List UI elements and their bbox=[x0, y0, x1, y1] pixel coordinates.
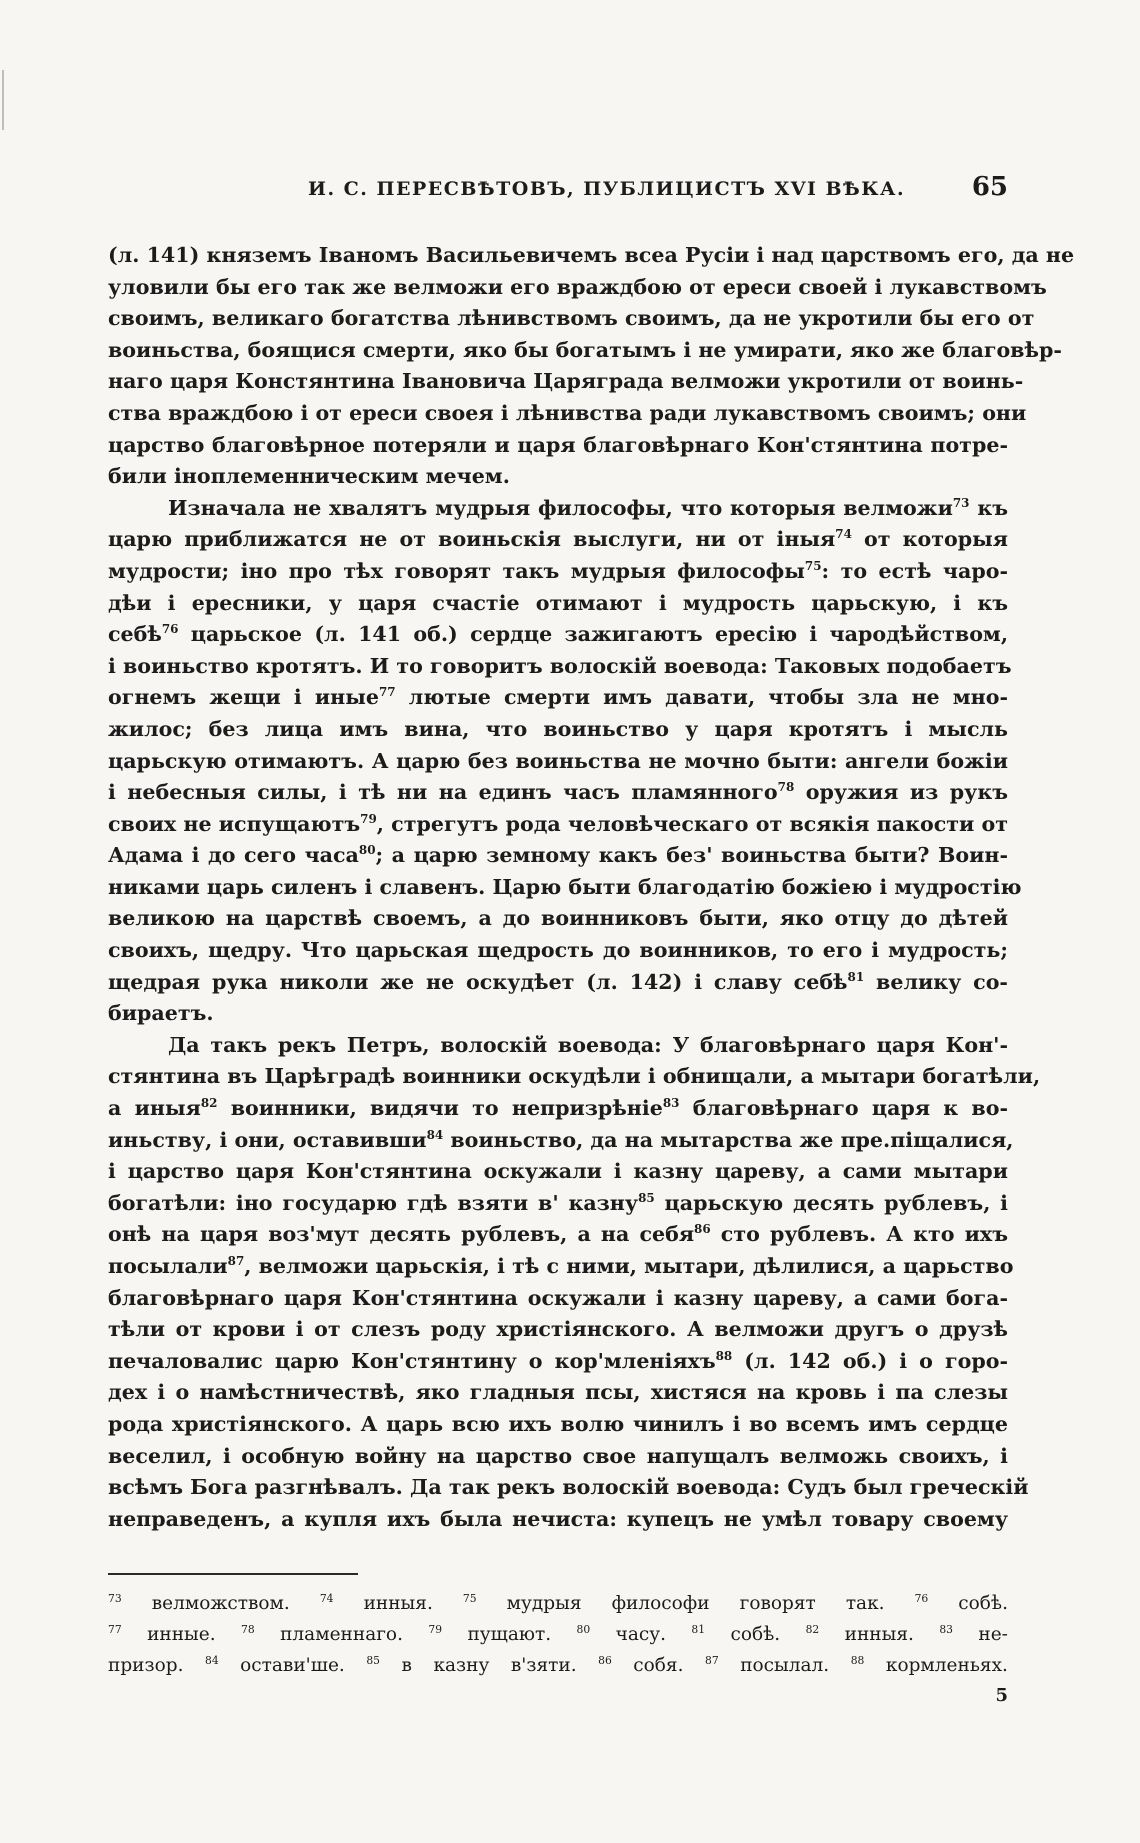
footnote-number: 81 bbox=[691, 1622, 706, 1636]
footnote-number: 84 bbox=[205, 1653, 219, 1667]
text-segment: бираетъ. bbox=[108, 1001, 214, 1026]
footnote-number: 87 bbox=[705, 1653, 719, 1667]
footnote-text: в казну в'зяти. bbox=[401, 1655, 577, 1676]
text-line bbox=[108, 1125, 1014, 1157]
footnote-item bbox=[705, 1655, 829, 1676]
footnote-number: 77 bbox=[108, 1622, 122, 1636]
text-line bbox=[108, 840, 1008, 872]
text-segment: оружия из рукъ bbox=[794, 780, 1008, 805]
footnote-item bbox=[108, 1655, 183, 1676]
footnote-ref: 86 bbox=[694, 1222, 711, 1237]
text-segment: своих не испущаютъ bbox=[108, 811, 361, 836]
footnote-number: 88 bbox=[850, 1653, 865, 1667]
text-line bbox=[108, 714, 1008, 746]
text-line bbox=[108, 1472, 1029, 1504]
text-segment: : то естѣ чаро- bbox=[821, 558, 1008, 583]
footnote-ref: 87 bbox=[227, 1254, 245, 1269]
footnote-text: собѣ. bbox=[958, 1593, 1008, 1614]
footnote-ref: 84 bbox=[426, 1127, 444, 1142]
footnote-number: 86 bbox=[598, 1653, 612, 1667]
footnote-ref: 74 bbox=[835, 527, 852, 542]
text-segment: (л. 142 об.) і о горо- bbox=[732, 1348, 1009, 1373]
footnote-text: кормленьях. bbox=[885, 1655, 1008, 1676]
text-segment: мудрости; іно про тѣх говорят такъ мудрыя философы bbox=[108, 558, 805, 583]
signature-mark: 5 bbox=[995, 1685, 1008, 1706]
text-segment: себѣ bbox=[108, 622, 162, 647]
text-line bbox=[108, 651, 1012, 683]
text-line bbox=[108, 967, 1008, 999]
text-segment: веселил, і особную войну на царство свое напущалъ велможь своихъ, і bbox=[108, 1443, 1008, 1468]
page-number: 65 bbox=[971, 172, 1008, 202]
text-line bbox=[108, 556, 1008, 588]
text-segment: своихъ, щедру. Что царьская щедрость до воинников, то его і мудрость; bbox=[108, 938, 1008, 963]
footnote-number: 76 bbox=[914, 1591, 929, 1605]
text-line bbox=[108, 682, 1008, 714]
footnote-number: 85 bbox=[366, 1653, 380, 1667]
text-line bbox=[108, 1441, 1008, 1473]
text-segment: никами царь силенъ і славенъ. Царю быти благодатію божіею і мудростію bbox=[108, 874, 1022, 899]
text-segment: і воиньство кротятъ. И то говоритъ волоскій воевода: Таковых подобаетъ bbox=[108, 653, 1012, 678]
footnotes bbox=[108, 1588, 1008, 1681]
footnote-ref: 85 bbox=[638, 1190, 655, 1205]
footnote-item bbox=[598, 1655, 683, 1676]
footnote-text: не- bbox=[978, 1624, 1008, 1645]
text-segment: , велможи царьскія, і тѣ с ними, мытари, дѣлилися, а царьство bbox=[244, 1254, 1014, 1278]
footnote-ref: 75 bbox=[804, 559, 822, 574]
text-segment: великою на царствѣ своемъ, а до воинниковъ быти, яко отцу до дѣтей bbox=[108, 906, 1008, 931]
text-segment: иньству, і они, оставивши bbox=[108, 1127, 427, 1152]
text-line bbox=[108, 1251, 1014, 1283]
text-segment: Изначала не хвалятъ мудрыя философы, что которыя велможи bbox=[168, 495, 953, 520]
footnote-number: 73 bbox=[108, 1591, 122, 1605]
text-segment: царство благовѣрное потеряли и царя благовѣрнаго Кон'стянтина потре- bbox=[108, 432, 1008, 457]
footnote-line bbox=[108, 1619, 1008, 1650]
text-line bbox=[108, 1156, 1008, 1188]
text-segment: от которыя bbox=[851, 527, 1008, 552]
text-segment: рода христіянского. А царь всю ихъ волю чинилъ і во всемъ имъ сердце bbox=[108, 1411, 1008, 1436]
text-line bbox=[108, 1030, 1008, 1062]
text-line bbox=[108, 1409, 1008, 1441]
running-title: И. С. ПЕРЕСВѢТОВЪ, ПУБЛИЦИСТЪ XVI ВѢКА. bbox=[308, 178, 906, 200]
footnote-text: собѣ. bbox=[730, 1624, 781, 1645]
text-segment: сто рублевъ. А кто ихъ bbox=[710, 1222, 1009, 1247]
text-line bbox=[108, 335, 1062, 367]
text-segment: своимъ, великаго богатства лѣнивствомъ своимъ, да не укротили бы его от bbox=[108, 306, 1035, 331]
text-line bbox=[108, 872, 1022, 904]
footnote-text: инныя. bbox=[844, 1624, 914, 1645]
footnote-number: 80 bbox=[576, 1622, 591, 1636]
text-segment: дѣи і ересники, у царя счастіе отимают і мудрость царьскую, і къ bbox=[108, 590, 1008, 615]
footnote-text: пущают. bbox=[467, 1624, 552, 1645]
text-line bbox=[108, 1061, 1041, 1093]
text-line bbox=[108, 998, 1008, 1030]
text-segment: дех і о намѣстничествѣ, яко гладныя псы, хистяся на кровь і па слезы bbox=[108, 1380, 1008, 1405]
text-segment: щедрая рука николи же не оскудѣет (л. 142) і славу себѣ bbox=[108, 969, 848, 994]
footnote-item bbox=[463, 1593, 885, 1614]
footnote-ref: 78 bbox=[777, 780, 795, 795]
footnote-number: 83 bbox=[939, 1622, 953, 1636]
footnote-item bbox=[241, 1624, 403, 1645]
footnote-ref: 88 bbox=[715, 1348, 733, 1363]
text-line bbox=[108, 935, 1008, 967]
footnote-ref: 79 bbox=[360, 811, 377, 826]
footnote-item bbox=[320, 1593, 433, 1614]
footnote-item bbox=[428, 1624, 551, 1645]
text-line bbox=[108, 777, 1008, 809]
text-line bbox=[108, 303, 1035, 335]
text-line bbox=[108, 240, 1075, 272]
text-line bbox=[108, 1219, 1008, 1251]
footnote-item bbox=[851, 1655, 1008, 1676]
text-segment: тѣли от крови і от слезъ роду христіянского. А велможи другъ о друзѣ bbox=[108, 1317, 1008, 1342]
footnote-ref: 77 bbox=[378, 685, 396, 700]
text-line bbox=[108, 588, 1008, 620]
footnote-number: 79 bbox=[428, 1622, 443, 1636]
main-text bbox=[108, 240, 1075, 1535]
text-line bbox=[108, 461, 1008, 493]
footnote-text: посылал. bbox=[740, 1655, 830, 1676]
footnote-ref: 73 bbox=[952, 495, 970, 510]
text-segment: ства враждбою і от ереси своея і лѣнивства ради лукавствомъ своимъ; они bbox=[108, 400, 1027, 425]
text-segment: а иныя bbox=[108, 1096, 201, 1121]
footnote-text: остави'ше. bbox=[240, 1655, 345, 1676]
text-segment: били іноплеменническим мечем. bbox=[108, 464, 510, 489]
text-segment: воиньство, да на мытарства же пре.піщалися, bbox=[443, 1127, 1014, 1152]
text-line bbox=[108, 366, 1024, 398]
text-segment: Да такъ рекъ Петръ, волоскій воевода: У благовѣрнаго царя Кон'- bbox=[168, 1032, 1008, 1057]
footnote-item bbox=[806, 1624, 914, 1645]
text-line bbox=[108, 1314, 1008, 1346]
text-segment: наго царя Констянтина Івановича Царяграда велможи укротили от воинь- bbox=[108, 369, 1024, 394]
text-line bbox=[108, 1283, 1008, 1315]
text-segment: стянтина въ Царѣградѣ воинники оскудѣли і обнищали, а мытари богатѣли, bbox=[108, 1064, 1041, 1089]
text-line bbox=[108, 1377, 1008, 1409]
text-segment: царьскую десять рублевъ, і bbox=[654, 1190, 1009, 1215]
text-segment: уловили бы его так же велможи его враждбою от ереси своей і лукавствомъ bbox=[108, 274, 1047, 299]
footnote-item bbox=[577, 1624, 666, 1645]
page-edge-mark bbox=[2, 70, 4, 130]
footnote-text: велможством. bbox=[151, 1593, 290, 1614]
footnote-ref: 80 bbox=[358, 843, 376, 858]
footnote-ref: 82 bbox=[200, 1096, 218, 1111]
text-line bbox=[108, 1346, 1008, 1378]
footnote-item bbox=[915, 1593, 1008, 1614]
text-segment: благовѣрнаго царя Кон'стянтина оскужали і казну цареву, а сами бога- bbox=[108, 1285, 1008, 1310]
footnote-ref: 76 bbox=[161, 622, 179, 637]
text-line bbox=[108, 903, 1008, 935]
footnote-text: призор. bbox=[108, 1655, 184, 1676]
text-line bbox=[108, 524, 1008, 556]
footnote-number: 78 bbox=[241, 1622, 255, 1636]
text-segment: (л. 141) княземъ Іваномъ Васильевичемъ всеа Русіи і над царствомъ его, да не bbox=[108, 243, 1075, 267]
footnote-text: мудрыя философи говорят так. bbox=[506, 1593, 885, 1614]
text-line bbox=[108, 398, 1027, 430]
footnote-item bbox=[108, 1624, 216, 1645]
text-segment: царьскую отимаютъ. А царю без воиньства не мочно быти: ангели божіи bbox=[108, 748, 1008, 773]
text-segment: онѣ на царя воз'мут десять рублевъ, а на себя bbox=[108, 1222, 695, 1247]
footnote-text: собя. bbox=[633, 1655, 684, 1676]
footnote-item bbox=[366, 1655, 576, 1676]
footnote-text: часу. bbox=[615, 1624, 666, 1645]
footnote-text: пламеннаго. bbox=[280, 1624, 403, 1645]
text-segment: посылали bbox=[108, 1254, 228, 1278]
text-line bbox=[108, 1504, 1008, 1536]
page-header bbox=[108, 172, 1008, 212]
text-segment: огнемъ жещи і иные bbox=[108, 685, 379, 710]
text-segment: богатѣли: іно государю гдѣ взяти в' казну bbox=[108, 1190, 639, 1215]
text-segment: жилос; без лица имъ вина, что воиньство у царя кротятъ і мысль bbox=[108, 716, 1008, 741]
footnote-text: инныя. bbox=[363, 1593, 433, 1614]
text-line bbox=[108, 809, 1008, 841]
text-segment: воиньства, боящися смерти, яко бы богатымъ і не умирати, яко же благовѣр- bbox=[108, 337, 1062, 362]
text-line bbox=[108, 746, 1008, 778]
footnote-item bbox=[205, 1655, 345, 1676]
footnote-item bbox=[108, 1593, 290, 1614]
text-line bbox=[108, 619, 1008, 651]
text-segment: царьское (л. 141 об.) сердце зажигаютъ ересію і чародѣйством, bbox=[178, 622, 1008, 647]
text-segment: къ bbox=[969, 495, 1008, 520]
text-segment: воинники, видячи то непризрѣніе bbox=[217, 1096, 663, 1121]
text-line bbox=[108, 1093, 1008, 1125]
footnote-number: 82 bbox=[805, 1622, 820, 1636]
text-segment: всѣмъ Бога разгнѣвалъ. Да так рекъ волоскій воевода: Судъ был греческій bbox=[108, 1475, 1029, 1500]
footnote-item bbox=[691, 1624, 780, 1645]
footnote-line bbox=[108, 1650, 1008, 1681]
footnote-separator bbox=[108, 1573, 358, 1575]
text-segment: неправеденъ, а купля ихъ была нечиста: купецъ не умѣл товару своему bbox=[108, 1506, 1008, 1531]
text-line bbox=[108, 1188, 1008, 1220]
text-segment: печаловалис царю Кон'стянтину о кор'мленіяхъ bbox=[108, 1348, 716, 1373]
text-line bbox=[108, 493, 1008, 525]
footnote-item bbox=[939, 1624, 1008, 1645]
text-line bbox=[108, 272, 1047, 304]
text-segment: ; а царю земному какъ без' воиньства быти? Воин- bbox=[375, 843, 1009, 868]
text-segment: і небесныя силы, і тѣ ни на единъ часъ пламянного bbox=[108, 780, 778, 805]
footnote-ref: 83 bbox=[662, 1096, 680, 1111]
footnote-text: инные. bbox=[147, 1624, 216, 1645]
text-line bbox=[108, 430, 1008, 462]
footnote-ref: 81 bbox=[847, 969, 865, 984]
text-segment: Адама і до сего часа bbox=[108, 843, 359, 868]
text-segment: , стрегутъ рода человѣческаго от всякія пакости от bbox=[376, 811, 1009, 836]
footnote-number: 75 bbox=[462, 1591, 477, 1605]
text-segment: і царство царя Кон'стянтина оскужали і казну цареву, а сами мытари bbox=[108, 1159, 1008, 1184]
text-segment: велику со- bbox=[864, 969, 1008, 994]
text-segment: царю приближатся не от воиньскія выслуги, ни от іныя bbox=[108, 527, 836, 552]
text-segment: благовѣрнаго царя к во- bbox=[679, 1096, 1008, 1121]
footnote-number: 74 bbox=[319, 1591, 334, 1605]
text-segment: лютые смерти имъ давати, чтобы зла не мно- bbox=[395, 685, 1008, 710]
footnote-line bbox=[108, 1588, 1008, 1619]
